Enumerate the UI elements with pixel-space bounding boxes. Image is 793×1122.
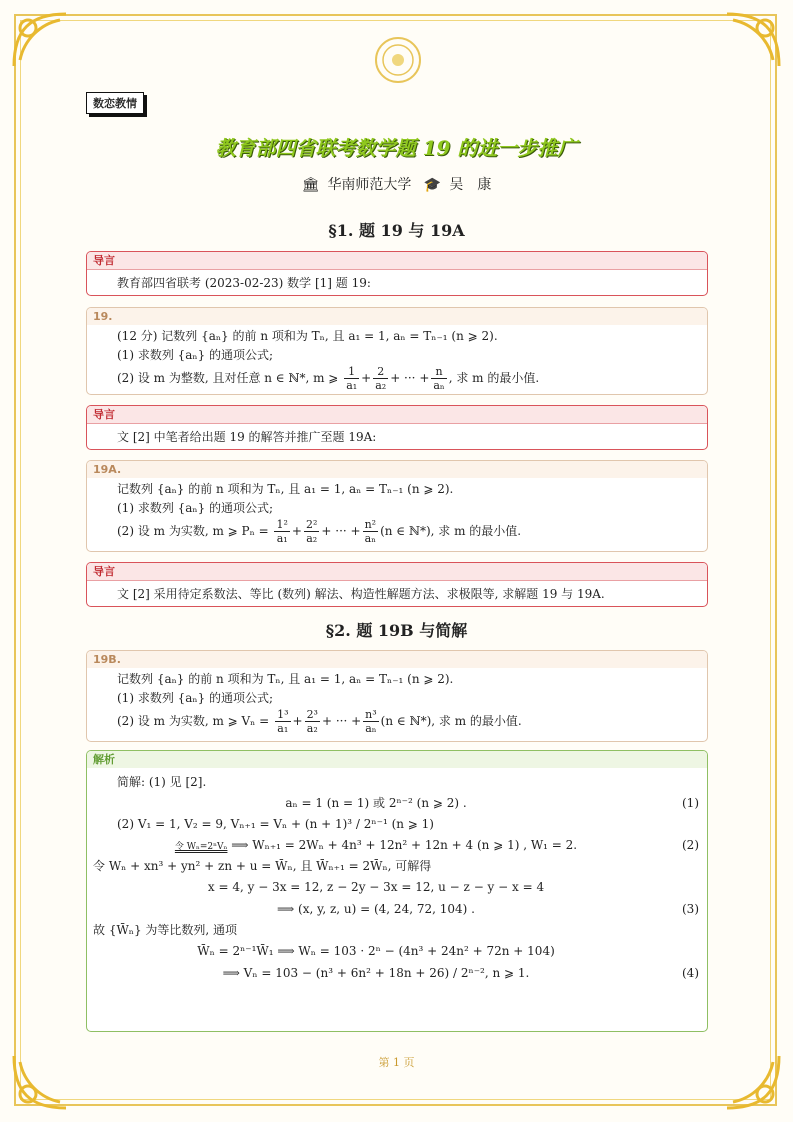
equation-3a: x = 4, y − 3x = 12, z − 2y − 3x = 12, u − z − y − x = 4 (207, 880, 545, 894)
intro-head: 导言 (87, 563, 707, 581)
solution-line: 故 {W̄ₙ} 为等比数列, 通项 (93, 923, 238, 937)
intro-text: 文 [2] 采用待定系数法、等比 (数列) 解法、构造性解题方法、求极限等, 求解题 19 与 19A. (117, 587, 605, 601)
problem-line: (2) 设 m 为实数, m ⩾ Pₙ = $\frac{\text{1²}}{\text{a₁}}$ + $\frac{\text{2²}}{\text{a₂}}$ + ··· + $\frac{\text{n²}}{\text{aₙ}}$ (n ∈ ℕ*), 求 m 的最小值. (117, 518, 522, 545)
author-name: 吴 康 (449, 177, 492, 193)
solution-line: (2) V₁ = 1, V₂ = 9, Vₙ₊₁ = Vₙ + (n + 1)³ / 2ⁿ⁻¹ (n ⩾ 1) (117, 817, 434, 831)
corner-ornament-tr (723, 10, 783, 70)
intro-text: 教育部四省联考 (2023-02-23) 数学 [1] 题 19: (117, 276, 371, 290)
university: 华南师范大学 (327, 177, 412, 193)
problem-line: (2) 设 m 为整数, 且对任意 n ∈ ℕ*, m ⩾ $\frac{1}{\text{a₁}}$ + $\frac{2}{\text{a₂}}$ + ··· + $\frac{n}{\text{aₙ}}$ , 求 m 的最小值. (117, 365, 540, 392)
problem-19-box (86, 307, 708, 395)
intro-box-2 (86, 405, 708, 450)
equation-4b: ⟹ Vₙ = 103 − (n³ + 6n² + 18n + 26) / 2ⁿ⁻², n ⩾ 1. (4) (222, 966, 699, 980)
problem-19b-box (86, 650, 708, 742)
problem-line: (1) 求数列 {aₙ} 的通项公式; (117, 501, 274, 515)
intro-head: 导言 (87, 252, 707, 270)
problem-line: (2) 设 m 为实数, m ⩾ Vₙ = $\frac{\text{1³}}{\text{a₁}}$ + $\frac{\text{2³}}{\text{a₂}}$ + ··· + $\frac{\text{n³}}{\text{aₙ}}$ (n ∈ ℕ*), 求 m 的最小值. (117, 708, 522, 735)
corner-ornament-tl (10, 10, 70, 70)
problem-head: 19B. (87, 651, 707, 668)
solution-head: 解析 (87, 751, 707, 768)
problem-line: (1) 求数列 {aₙ} 的通项公式; (117, 691, 274, 705)
equation-4a: W̄ₙ = 2ⁿ⁻¹W̄₁ ⟹ Wₙ = 103 · 2ⁿ − (4n³ + 24n² + 72n + 104) (197, 944, 555, 958)
solution-line: 令 Wₙ + xn³ + yn² + zn + u = W̄ₙ, 且 W̄ₙ₊₁ = 2W̄ₙ, 可解得 (93, 859, 432, 873)
intro-box-3 (86, 562, 708, 607)
problem-line: (1) 求数列 {aₙ} 的通项公式; (117, 348, 274, 362)
university-seal-icon (374, 36, 422, 84)
problem-head: 19. (87, 308, 707, 325)
equation-1: aₙ = 1 (n = 1) 或 2ⁿ⁻² (n ⩾ 2) . (1) (285, 796, 699, 810)
equation-2: 令 Wₙ=2ⁿVₙ ⟹ Wₙ₊₁ = 2Wₙ + 4n³ + 12n² + 12n + 4 (n ⩾ 1) , W₁ = 2. (2) (174, 838, 699, 852)
solution-box (86, 750, 708, 1032)
author-line (0, 174, 793, 194)
problem-head: 19A. (87, 461, 707, 478)
problem-line: (12 分) 记数列 {aₙ} 的前 n 项和为 Tₙ, 且 a₁ = 1, aₙ = Tₙ₋₁ (n ⩾ 2). (117, 329, 498, 343)
problem-line: 记数列 {aₙ} 的前 n 项和为 Tₙ, 且 a₁ = 1, aₙ = Tₙ₋₁ (n ⩾ 2). (117, 482, 454, 496)
intro-box-1 (86, 251, 708, 296)
page-number: 第 1 页 (378, 1056, 415, 1069)
section-2-heading: §2. 题 19B 与简解 (325, 621, 468, 640)
column-tag: 数恋教情 (86, 92, 144, 114)
institution-icon: 🏛 (301, 177, 320, 193)
page-title: 教育部四省联考数学题 19 的进一步推广 (215, 136, 578, 160)
solution-line: 简解: (1) 见 [2]. (117, 775, 207, 789)
graduation-cap-icon: 🎓 (423, 177, 442, 193)
intro-head: 导言 (87, 406, 707, 424)
problem-line: 记数列 {aₙ} 的前 n 项和为 Tₙ, 且 a₁ = 1, aₙ = Tₙ₋₁ (n ⩾ 2). (117, 672, 454, 686)
problem-19a-box (86, 460, 708, 552)
equation-3b: ⟹ (x, y, z, u) = (4, 24, 72, 104) . (3) (277, 902, 699, 916)
section-1-heading: §1. 题 19 与 19A (328, 221, 465, 240)
intro-text: 文 [2] 中笔者给出题 19 的解答并推广至题 19A: (117, 430, 377, 444)
